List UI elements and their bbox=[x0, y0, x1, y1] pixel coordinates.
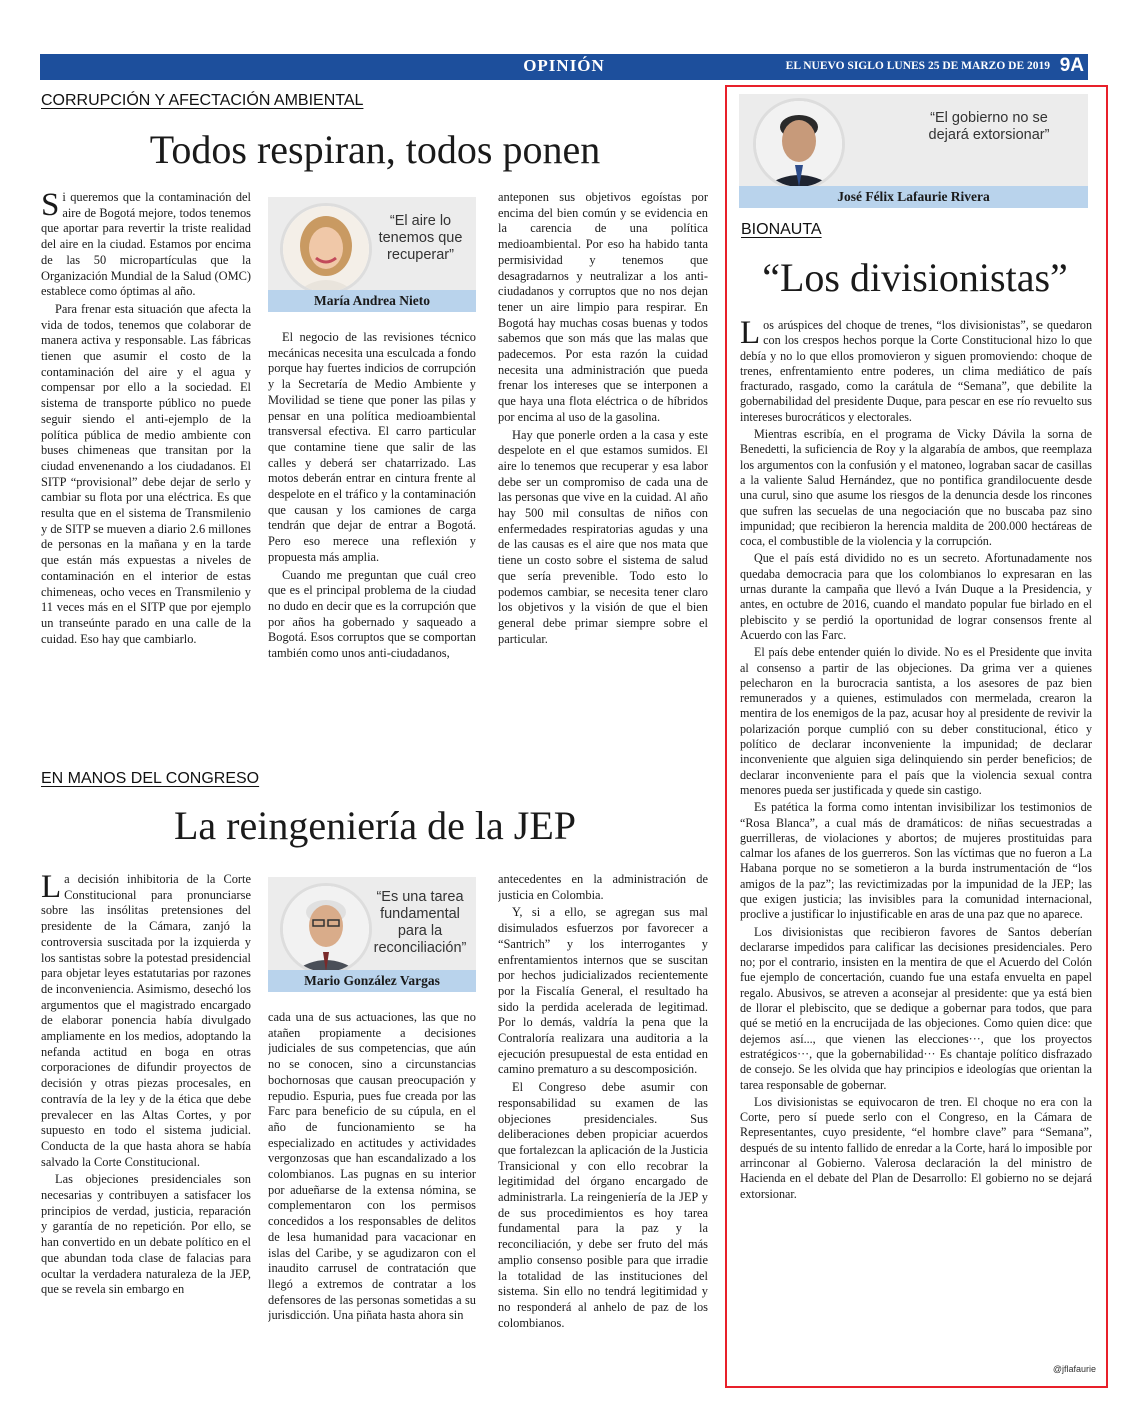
article3-paragraph: os arúspices del choque de trenes, “los divisionistas”, se quedaron con los crespos hechos porque la Corte Constitucional hizo lo que debía y no lo que ellos promovieron y siguen promoviendo: choque de trenes, enfrentamiento entre poderes, un clima mediático de país fracturado, rasgado, como la carátula de “Semana”, que debilite la gobernabilidad del presidente Duque, para pescar en ese río revuelto sus intereses burocráticos y electorales. bbox=[740, 318, 1092, 424]
article2-dropcap: L bbox=[41, 872, 62, 905]
article1-paragraph: Hay que ponerle orden a la casa y este despelote en el que estamos sumidos. El aire lo tenemos que recuperar y esa labor debe ser un compromiso de cada una de las personas que vive en la cuidad. Al año hay 500 mil consultas de niños con enfermedades respiratorias agudas y una de las causas es el aire que nos mata que tiene un costo sobre el sistema de salud que sería prevenible. Todo esto lo podemos cambiar, se necesita tener claro los objetivos y la visión de que el bien general debe primar siempre sobre el particular. bbox=[498, 427, 708, 646]
article2-pull-quote: “Es una tarea fundamental para la reconciliación” bbox=[373, 889, 467, 956]
article3-author-name: José Félix Lafaurie Rivera bbox=[739, 186, 1088, 208]
article1-paragraph: i queremos que la contaminación del aire de Bogotá mejore, todos tenemos que aportar para revertir la triste realidad del aire en la ciudad. Estamos por encima de las 50 micropartículas que la Organización Mundial de la Salud (OMC) establece como óptimas al año. bbox=[41, 190, 251, 299]
article1-paragraph: El negocio de las revisiones técnico mecánicas necesita una esculcada a fondo porque hay fuertes indicios de corrupción y la Secretaría de Medio Ambiente y Movilidad se tiene que poner las pilas y pensar en una política medioambiental transversal efectiva. El carro particular que contamine tiene que salir de las calles y deberá ser chatarrizado. Las motos deberán entrar en cintura frente al despelote en el tráfico y la contaminación que causan y los camiones de carga tendrán que dejar de entrar a Bogotá. Pero eso merece una reflexión y propuesta más amplia. bbox=[268, 330, 476, 564]
article1-paragraph: Cuando me preguntan que cuál creo que es el principal problema de la ciudad no dudo en decir que es la corrupción que por años ha gobernado y saqueado a Bogotá. Esos corruptos que se comportan también como unos anti-ciudadanos, bbox=[268, 567, 476, 661]
article2-paragraph: a decisión inhibitoria de la Corte Constitucional para pronunciarse sobre las insólitas pretensiones del presidente de la Cámara, zanjó la controversia suscitada por la izquierda y los santistas sobre la potestad presidencial para objetar leyes estatutarias por razones de inconveniencia. Asimismo, desechó los argumentos que el magistrado encargado de elaborar ponencia había divulgado ampliamente en los medios, adoptando la nefanda actitud en boga en otras corporaciones de difundir proyectos de decisión y otras piezas procesales, en contravía de la ley y de la ética que debe prevalecer en las Altas Cortes, y por supuesto en todo el sistema judicial. Conducta de la que hasta ahora se había salvado la Corte Constitucional. bbox=[41, 872, 251, 1169]
author-photo-maria-andrea-nieto bbox=[280, 203, 372, 295]
article1-column-3 bbox=[498, 190, 708, 695]
article3-paragraph: Los divisionistas se equivocaron de tren. El choque no era con la Corte, pero sí puede serlo con el Congreso, en la Cámara de Representantes, cuyo presidente, “el hombre clave” para “Semana”, después de su intento fallido de enredar a la Corte, hará lo imposible por arrinconar al Gobierno. Valerosa declaración la del ministro de Hacienda en el debate del Plan de Desarrollo: El gobierno no se dejará extorsionar. bbox=[740, 1094, 1092, 1201]
author-photo-jose-felix-lafaurie bbox=[753, 98, 845, 190]
article2-column-3 bbox=[498, 872, 708, 1360]
article3-paragraph: Que el país está dividido no es un secreto. Afortunadamente nos quedaba democracia para que los colombianos lo expresaran en las urnas durante la campaña que llevó a Iván Duque a la Presidencia, y antes, en octubre de 2016, cuando el mandato popular fue birlado en el plebiscito y se perdió la oportunidad de lograr consensos frente al Acuerdo con las Farc. bbox=[740, 551, 1092, 642]
article1-column-1 bbox=[41, 190, 251, 695]
article1-pull-quote: “El aire lo tenemos que recuperar” bbox=[378, 213, 463, 263]
article2-paragraph: Las objeciones presidenciales son necesarias y contribuyen a satisfacer los principios de verdad, justicia, reparación y garantía de no repetición. Por ello, se han convertido en un debate político en el que abundan toda clase de falacias para ocultar la verdadera naturaleza de la JEP, que se revela sin embargo en bbox=[41, 1172, 251, 1297]
article2-column-2 bbox=[268, 1010, 476, 1360]
article3-author-box bbox=[739, 94, 1088, 208]
article3-pull-quote: “El gobierno no se dejará extorsionar” bbox=[928, 110, 1050, 143]
article2-headline: La reingeniería de la JEP bbox=[173, 803, 577, 848]
article1-kicker: CORRUPCIÓN Y AFECTACIÓN AMBIENTAL bbox=[41, 92, 364, 109]
article2-author-name: Mario González Vargas bbox=[268, 970, 476, 992]
article3-kicker: BIONAUTA bbox=[741, 221, 822, 238]
article1-author-box bbox=[268, 197, 476, 312]
section-title: OPINIÓN bbox=[523, 56, 605, 75]
article2-paragraph: cada una de sus actuaciones, las que no atañen propiamente a decisiones judiciales de sus competencias, que aún no se conocen, sino a circunstancias bochornosas que causan preocupación y repudio. Espuria, pues fue creada por las Farc para beneficio de su cúpula, en el año de funcionamiento se ha especializado en actitudes y actividades vergonzosas que han escandalizado a los colombianos. Las pugnas en su interior por adueñarse de la extensa nómina, se complementaron con los permisos concedidos a los responsables de delitos de lesa humanidad para vacacionar en islas del Caribe, y se agudizaron con el inaudito carrusel de contratación que llegó a extremos de contratar a los defensores de las personas sometidas a su jurisdicción. Una piñata hasta ahora sin bbox=[268, 1010, 476, 1323]
author-twitter-handle: @jflafaurie bbox=[1052, 1364, 1096, 1374]
author-photo-mario-gonzalez-vargas bbox=[280, 883, 372, 975]
section-masthead bbox=[40, 54, 1088, 80]
article3-column bbox=[740, 318, 1092, 1358]
article2-kicker: EN MANOS DEL CONGRESO bbox=[41, 770, 260, 787]
article2-author-box bbox=[268, 877, 476, 992]
article3-dropcap: L bbox=[740, 318, 761, 351]
article1-paragraph: anteponen sus objetivos egoístas por encima del bien común y se evidencia en la carencia de una política medioambiental. Por eso ha habido tanta permisividad y tenemos que desagradarnos y neutralizar a los anti-ciudadanos y corruptos que no nos dejan tener un aire limpio para respirar. En Bogotá hay muchas cosas buenas y todos sabemos que son más que las malas que padecemos. Por esta razón la cuidad necesita una administración que pueda frenar los intereses que se interponen a que haya una flota eléctrica o de híbridos por encima al uso de la gasolina. bbox=[498, 190, 708, 424]
article1-author-name: María Andrea Nieto bbox=[268, 290, 476, 312]
article2-column-1 bbox=[41, 872, 251, 1360]
article3-paragraph: Los divisionistas que recibieron favores de Santos deberían declararse impedidos para calificar las decisiones presidenciales. Pero no; por el contrario, insisten en la mentira de que el Acuerdo del Colón fue ejemplo de concertación, cuando fue una estafa envuelta en papel regalo. Abusivos, se atreven a aconsejar al presidente: que ya está bien de llorar el plebiscito, que se dedique a gobernar para todos, que para qué se metió en la encrucijada de las objeciones. Como quien dice: que dejemos así..., que vienen las elecciones···, que los proyectos estratégicos···, que la gobernabilidad··· Es chantaje político disfrazado de consejo. Se les olvida que hay principios e ideologías que orientan la tarea responsable de gobernar. bbox=[740, 924, 1092, 1092]
article2-paragraph: El Congreso debe asumir con responsabilidad su examen de las objeciones presidenciales. Sus deliberaciones deben propiciar acuerdos que fortalezcan la aplicación de la Justicia Transicional y con ello recobrar la legitimidad del órgano encargado de administrarla. La reingeniería de la JEP y de sus procedimientos es hoy tarea fundamental para la paz y la reconciliación, y debe ser fruto del más amplio consenso posible para que irradie la totalidad de las instituciones del sistema. Sin ello no tendrá legitimidad y no responderá al anhelo de paz de los colombianos. bbox=[498, 1080, 708, 1330]
article3-headline: “Los divisionistas” bbox=[762, 255, 1068, 300]
article3-paragraph: Mientras escribía, en el programa de Vicky Dávila la sorna de Benedetti, la suficiencia de Roy y la algarabía de ambos, que reemplaza los argumentos con la confusión y el matoneo, lograban sacar de casillas a la valiente Salud Hernández, que no pontifica grandilocuente desde una curul, sino que asume los riesgos de la denuncia desde los rincones que sufren las secuelas de una negociación que no buscaba paz sino impunidad; que recibieron la herencia maldita de 200.000 hectáreas de coca, el combustible de la violencia y la corrupción. bbox=[740, 427, 1092, 549]
article1-column-2 bbox=[268, 330, 476, 695]
article3-paragraph: El país debe entender quién lo divide. No es el Presidente que invita al consenso a partir de las objeciones. Da grima ver a quienes pelecharon en la burocracia santista, a los asesores de paz bien remunerados y a quienes, estimulados con mermelada, crearon la mentira de los enemigos de la paz, acusar hoy al presidente de revivir la polarización porque cumplió con su deber constitucional, ético y político de declarar inconveniente la impunidad; de declarar inconveniente que alguien siga delinquiendo sin perder beneficios; de declarar inconveniente para el país que la violencia sexual contra menores pueda ser justificada y quede sin castigo. bbox=[740, 645, 1092, 797]
article2-paragraph: Y, si a ello, se agregan sus mal disimulados esfuerzos por favorecer a “Santrich” y los interrogantes y enfrentamientos internos que se suscitan por hechos judicializados recientemente por la Fiscalía General, el resultado ha sido la perdida acelerada de legitimad. Por lo demás, valdría la pena que la Contraloría realizara una auditoria a la ejecución presupuestal de esta entidad en camino prematuro a su descomposición. bbox=[498, 905, 708, 1077]
article3-paragraph: Es patética la forma como intentan invisibilizar los testimonios de “Rosa Blanca”, a cual más de dramáticos: de niñas secuestradas a guerrilleras, de violaciones y abortos; de mujeres prostituidas para calmar los afanes de los guerreros. Son las víctimas que no fueron a La Habana porque no se sometieron a la burda instrumentación de “los amigos de la paz”; las revictimizadas por la impunidad de la JEP; las que exigen justicia; las invisibles para la comunidad internacional, proclive a justificar lo injustificable en aras de una paz que no aparece. bbox=[740, 800, 1092, 922]
article1-headline: Todos respiran, todos ponen bbox=[149, 127, 601, 172]
page-number: 9A bbox=[1059, 55, 1084, 76]
article2-paragraph: antecedentes en la administración de justicia en Colombia. bbox=[498, 872, 708, 902]
dateline: EL NUEVO SIGLO LUNES 25 DE MARZO DE 2019 bbox=[785, 60, 1050, 72]
article1-paragraph: Para frenar esta situación que afecta la vida de todos, tenemos que colaborar de manera activa y responsable. Las fábricas tienen que asumir el costo de la contaminación del aire y el agua y compensar por ello a la sociedad. El sistema de transporte público no puede seguir siendo el anti-ejemplo de la política pública de medio ambiente con buses chimeneas que transitan por la ciudad envenenando a los ciudadanos. El SITP “provisional” debe dejar de serlo y cambiar su flota por una eléctrica. Es que resulta que en el sistema de Transmilenio y de SITP se mueven a diario 2.6 millones de personas en la mañana y en la tarde que están más expuestas a niveles de contaminación en el interior de estas chimeneas, ocho veces en Transmilenio y 11 veces más en el SITP que por ejemplo un transeúnte parado en una calle de la cuidad. Eso hay que cambiarlo. bbox=[41, 301, 251, 646]
article1-dropcap: S bbox=[41, 190, 60, 223]
